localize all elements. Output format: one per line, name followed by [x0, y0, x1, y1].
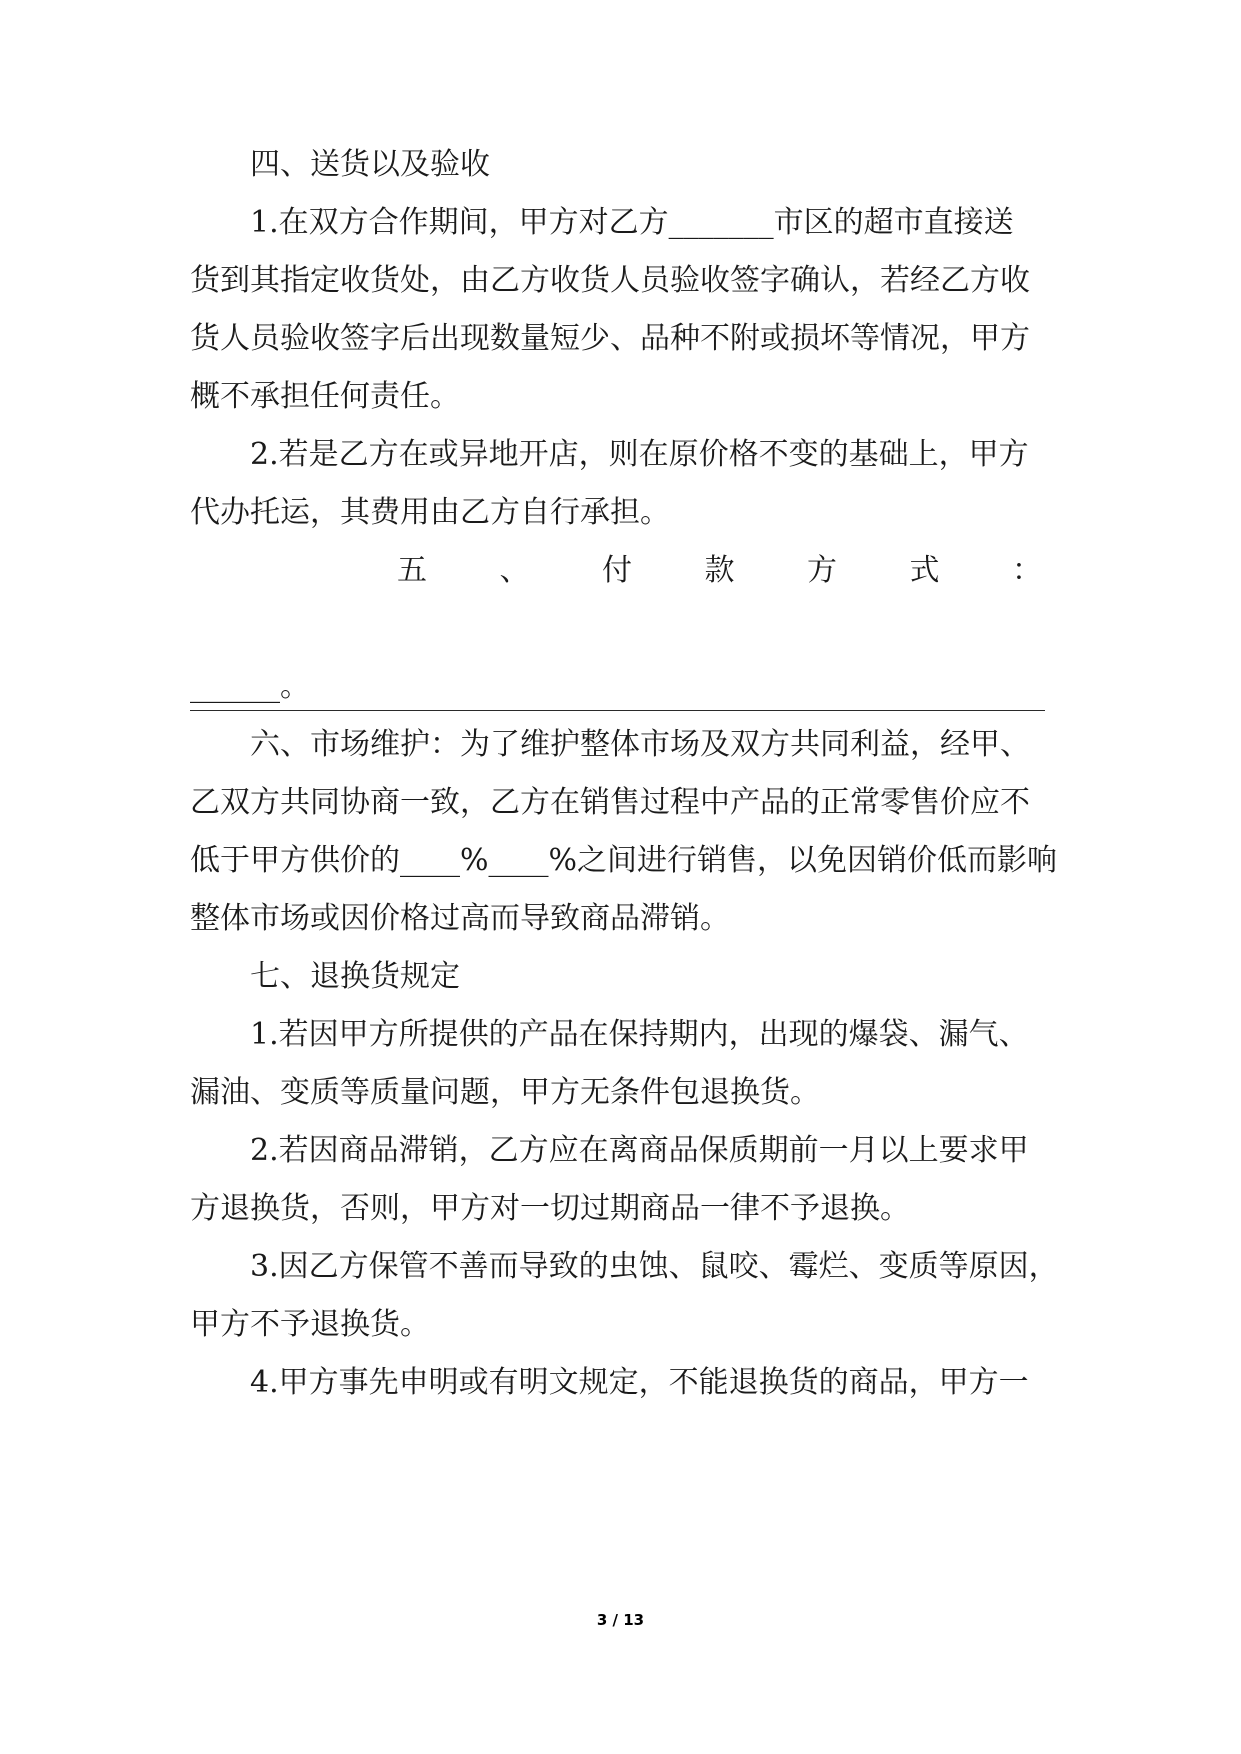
paragraph-line: 3.因乙方保管不善而导致的虫蚀、鼠咬、霉烂、变质等原因，	[250, 1249, 1059, 1284]
heading-char: ：	[1012, 553, 1042, 588]
section-heading-returns: 七、退换货规定	[250, 959, 460, 994]
paragraph-line: 货人员验收签字后出现数量短少、品种不附或损坏等情况，甲方	[190, 321, 1030, 356]
paragraph-line: 2.若因商品滞销，乙方应在离商品保质期前一月以上要求甲	[250, 1133, 1029, 1168]
heading-char: 、	[499, 553, 530, 588]
paragraph-line: 低于甲方供价的____%____%之间进行销售，以免因销价低而影响	[190, 843, 1058, 878]
paragraph-line: 方退换货，否则，甲方对一切过期商品一律不予退换。	[190, 1191, 910, 1226]
section-heading-delivery: 四、送货以及验收	[250, 147, 490, 182]
blank-fill-line	[190, 710, 1045, 711]
heading-char: 付	[602, 553, 632, 588]
paragraph-line: ______。	[190, 669, 310, 704]
paragraph-line: 4.甲方事先申明或有明文规定，不能退换货的商品，甲方一	[250, 1365, 1029, 1400]
heading-char: 方	[807, 553, 837, 588]
section-heading-payment	[397, 551, 1042, 591]
page-number: 3 / 13	[596, 1611, 645, 1629]
heading-char: 式	[909, 553, 940, 588]
paragraph-line: 代办托运，其费用由乙方自行承担。	[190, 495, 670, 530]
paragraph-line: 概不承担任何责任。	[190, 379, 460, 414]
heading-char: 五	[397, 553, 427, 588]
heading-char: 款	[704, 553, 735, 588]
paragraph-line: 1.若因甲方所提供的产品在保持期内，出现的爆袋、漏气、	[250, 1017, 1029, 1052]
paragraph-line: 整体市场或因价格过高而导致商品滞销。	[190, 901, 730, 936]
paragraph-line: 漏油、变质等质量问题，甲方无条件包退换货。	[190, 1075, 820, 1110]
paragraph-line: 货到其指定收货处，由乙方收货人员验收签字确认，若经乙方收	[190, 263, 1030, 298]
section-heading-market: 六、市场维护：为了维护整体市场及双方共同利益，经甲、	[250, 727, 1030, 762]
paragraph-line: 1.在双方合作期间，甲方对乙方_______市区的超市直接送	[250, 205, 1014, 240]
paragraph-line: 乙双方共同协商一致，乙方在销售过程中产品的正常零售价应不	[190, 785, 1030, 820]
paragraph-line: 2.若是乙方在或异地开店，则在原价格不变的基础上，甲方	[250, 437, 1029, 472]
paragraph-line: 甲方不予退换货。	[190, 1307, 430, 1342]
